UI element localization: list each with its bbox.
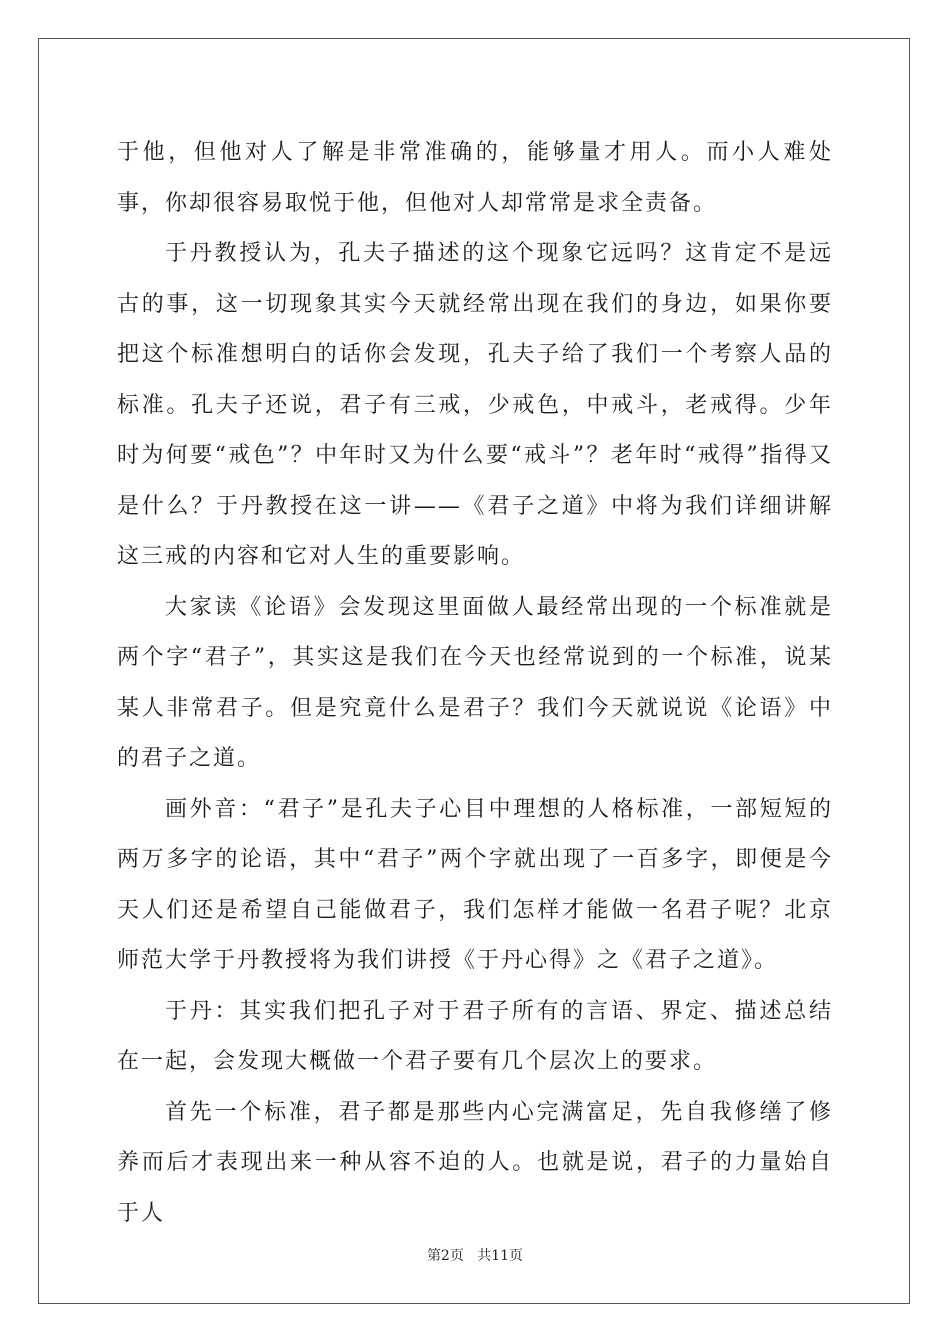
paragraph-5: 于丹：其实我们把孔子对于君子所有的言语、界定、描述总结在一起，会发现大概做一个君子要有几个层次上的要求。 — [117, 998, 833, 1074]
page-number: 第2页 — [426, 1248, 464, 1264]
paragraph-2: 于丹教授认为，孔夫子描述的这个现象它远吗？这肯定不是远古的事，这一切现象其实今天就经常出现在我们的身边，如果你要把这个标准想明白的话你会发现，孔夫子给了我们一个考察人品的标准。孔夫子还说，君子有三戒，少戒色，中戒斗，老戒得。少年时为何要“戒色”？中年时又为什么要“戒斗”？老年时“戒得”指得又是什么？于丹教授在这一讲——《君子之道》中将为我们详细讲解这三戒的内容和它对人生的重要影响。 — [117, 241, 833, 569]
page-total: 共11页 — [477, 1248, 524, 1264]
paragraph-3: 大家读《论语》会发现这里面做人最经常出现的一个标准就是两个字“君子”，其实这是我们在今天也经常说到的一个标准，说某某人非常君子。但是究竟什么是君子？我们今天就说说《论语》中的君子之道。 — [117, 594, 833, 771]
paragraph-6: 首先一个标准，君子都是那些内心完满富足，先自我修缮了修养而后才表现出来一种从容不迫的人。也就是说，君子的力量始自于人 — [117, 1099, 833, 1226]
paragraph-4: 画外音：“君子”是孔夫子心目中理想的人格标准，一部短短的两万多字的论语，其中“君子”两个字就出现了一百多字，即便是今天人们还是希望自己能做君子，我们怎样才能做一名君子呢？北京师范大学于丹教授将为我们讲授《于丹心得》之《君子之道》。 — [117, 796, 833, 973]
document-body — [117, 128, 833, 1239]
page-footer — [0, 1245, 950, 1265]
paragraph-1: 于他，但他对人了解是非常准确的，能够量才用人。而小人难处事，你却很容易取悦于他，但他对人却常常是求全责备。 — [117, 140, 833, 216]
